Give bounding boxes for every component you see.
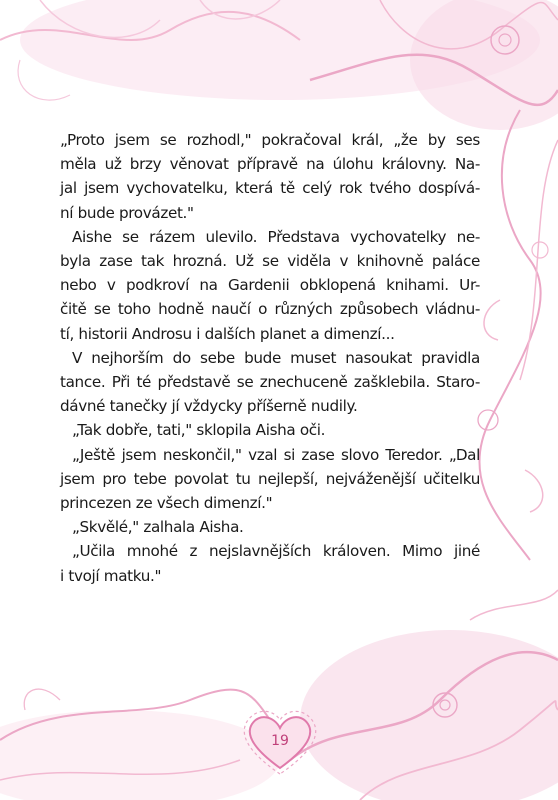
text-line: i tvojí matku.": [60, 566, 162, 585]
body-text: [60, 128, 480, 588]
text-line: dávné tanečky jí vždycky příšerně nudily.: [60, 397, 358, 416]
text-line: Aishe se rázem ulevilo. Představa vychovatelky ne-: [72, 227, 480, 246]
paragraph: [60, 418, 480, 442]
text-line: jal jsem vychovatelku, která tě celý rok tvého dospívá-: [60, 179, 480, 198]
text-line: čitě se toho hodně naučí o různých způsobech vládnu-: [60, 300, 480, 319]
paragraph: [60, 128, 480, 225]
paragraph: [60, 225, 480, 346]
text-line: „Proto jsem se rozhodl," pokračoval král, „že by ses: [60, 131, 480, 149]
text-line: tí, historii Androsu i dalších planet a dimenzí...: [60, 324, 395, 343]
text-line: nebo v podkroví na Gardenii obklopená knihami. Ur-: [60, 276, 480, 295]
page-number: 19: [271, 733, 289, 749]
text-line: jsem pro tebe povolat tu nejlepší, nejváženější učitelku: [60, 469, 480, 488]
text-line: byla zase tak hrozná. Už se viděla v knihovně paláce: [60, 252, 480, 271]
paragraph: [60, 515, 480, 539]
paragraph: [60, 539, 480, 587]
text-line: „Tak dobře, tati," sklopila Aisha oči.: [72, 421, 326, 440]
text-line: V nejhorším do sebe bude muset nasoukat pravidla: [72, 348, 480, 367]
text-line: „Učila mnohé z nejslavnějších královen. Mimo jiné: [72, 542, 480, 561]
paragraph: [60, 443, 480, 516]
text-line: ní bude provázet.": [60, 203, 194, 222]
text-line: „Skvělé," zalhala Aisha.: [72, 518, 244, 537]
text-line: tance. Při té představě se znechuceně zašklebila. Staro-: [60, 373, 480, 392]
paragraph: [60, 346, 480, 419]
text-line: měla už brzy věnovat přípravě na úlohu královny. Na-: [60, 155, 480, 174]
text-line: princezen ze všech dimenzí.": [60, 494, 273, 513]
text-line: „Ještě jsem neskončil," vzal si zase slovo Teredor. „Dal: [72, 445, 480, 464]
